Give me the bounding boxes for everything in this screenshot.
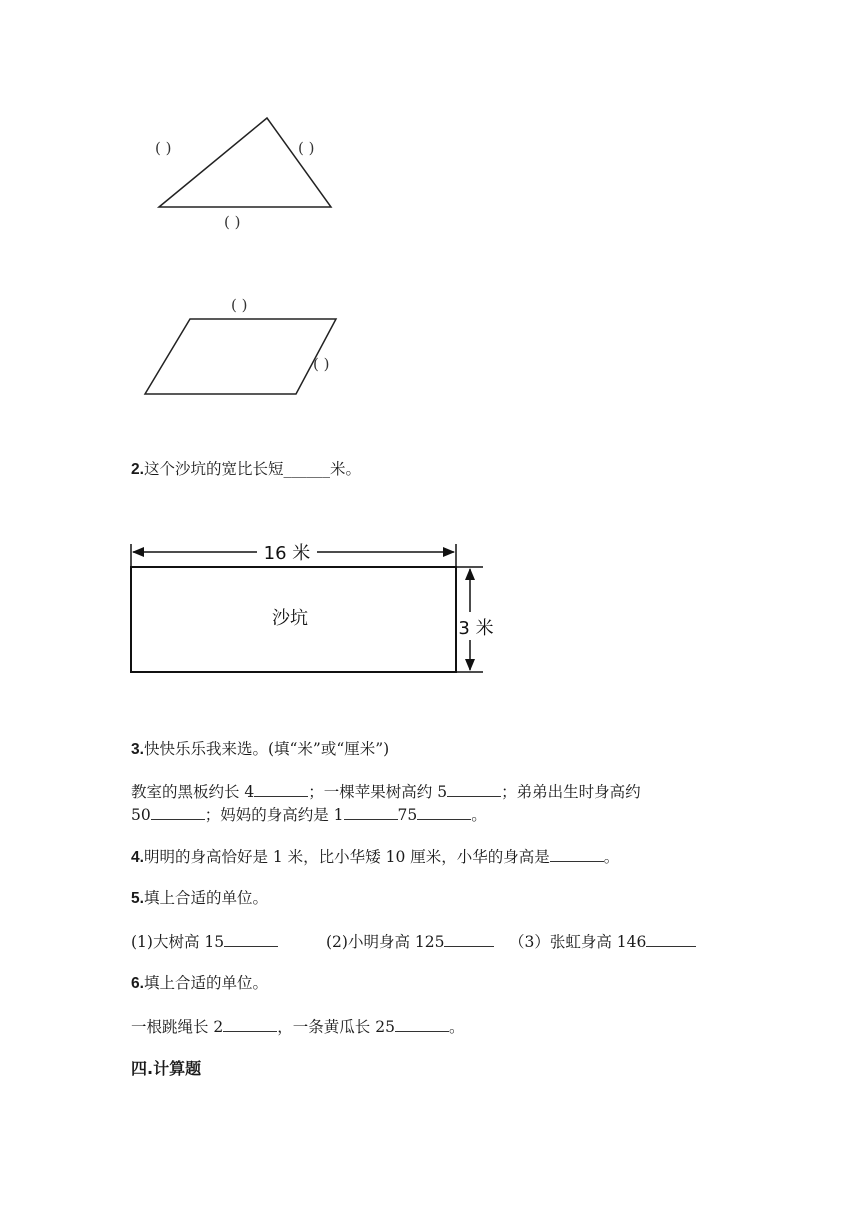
parallelogram-right-side-blank: ( ): [313, 355, 330, 373]
triangle-left-side-blank: ( ): [155, 139, 172, 157]
question-text: 。: [603, 848, 620, 866]
parallelogram-shape: [145, 319, 336, 394]
answer-blank: [223, 1015, 277, 1032]
question-number: 4.: [131, 849, 144, 866]
question-text: 填上合适的单位。: [143, 889, 268, 907]
question-number: 2.: [131, 461, 144, 478]
parallelogram-top-side-blank: ( ): [231, 296, 248, 314]
answer-blank: [254, 780, 308, 797]
question-text: ；弟弟出生时身高约: [501, 783, 641, 801]
question-text: （3）张虹身高 146: [509, 933, 647, 951]
triangle-bottom-side-blank: ( ): [224, 213, 241, 231]
width-arrow-top: [465, 568, 475, 580]
sandpit-label: 沙坑: [272, 608, 308, 629]
triangle-figure: [140, 105, 380, 240]
question-number: 5.: [131, 890, 144, 907]
length-arrow-right: [443, 547, 455, 557]
question-text: 。: [448, 1018, 465, 1036]
question-text: 。: [471, 806, 487, 824]
answer-blank: [444, 930, 494, 947]
sandpit-diagram: [125, 538, 505, 678]
length-arrow-left: [132, 547, 144, 557]
question-6-body: [131, 1015, 464, 1038]
question-text: 50: [131, 806, 151, 824]
question-5-title: [131, 887, 268, 910]
question-text: 教室的黑板约长 4: [131, 783, 255, 801]
question-3-line-1: [131, 780, 641, 803]
width-label: 3 米: [458, 618, 494, 639]
question-text: (1)大树高 15: [131, 933, 225, 951]
answer-blank: [344, 803, 398, 820]
question-text: 填上合适的单位。: [143, 974, 268, 992]
question-text: ；妈妈的身高约是 1: [204, 806, 344, 824]
answer-blank: [550, 845, 604, 862]
answer-blank: [417, 803, 471, 820]
question-text: 明明的身高恰好是 1 米，比小华矮 10 厘米，小华的身高是: [143, 848, 550, 866]
question-text: 快快乐乐我来选。(填“米”或“厘米”): [143, 740, 390, 758]
question-6-title: [131, 972, 268, 995]
question-3-line-2: [131, 803, 487, 826]
section-4-heading: 四.计算题: [131, 1059, 202, 1078]
question-5-item-3: [509, 930, 696, 953]
question-text: 这个沙坑的宽比长短: [143, 460, 284, 478]
question-2: [131, 458, 361, 481]
question-text: ，一条黄瓜长 25: [277, 1018, 395, 1036]
answer-blank: [447, 780, 501, 797]
answer-blank: [151, 803, 205, 820]
width-arrow-bottom: [465, 659, 475, 671]
question-text: (2)小明身高 125: [326, 933, 445, 951]
question-5-item-2: [326, 930, 494, 953]
question-text: 75: [397, 806, 418, 824]
answer-blank: [224, 930, 278, 947]
answer-blank: [395, 1015, 449, 1032]
triangle-right-side-blank: ( ): [298, 139, 315, 157]
question-4: [131, 845, 619, 869]
question-number: 6.: [131, 975, 144, 992]
question-number: 3.: [131, 741, 144, 758]
triangle-shape: [159, 118, 331, 207]
question-text: 一根跳绳长 2: [131, 1018, 224, 1036]
question-text: 米。: [329, 460, 361, 478]
answer-blank: [646, 930, 696, 947]
question-text: ；一棵苹果树高约 5: [308, 783, 448, 801]
answer-blank: ______: [283, 460, 330, 478]
length-label: 16 米: [263, 543, 311, 564]
question-5-item-1: [131, 930, 278, 953]
question-3-title: [131, 738, 389, 761]
